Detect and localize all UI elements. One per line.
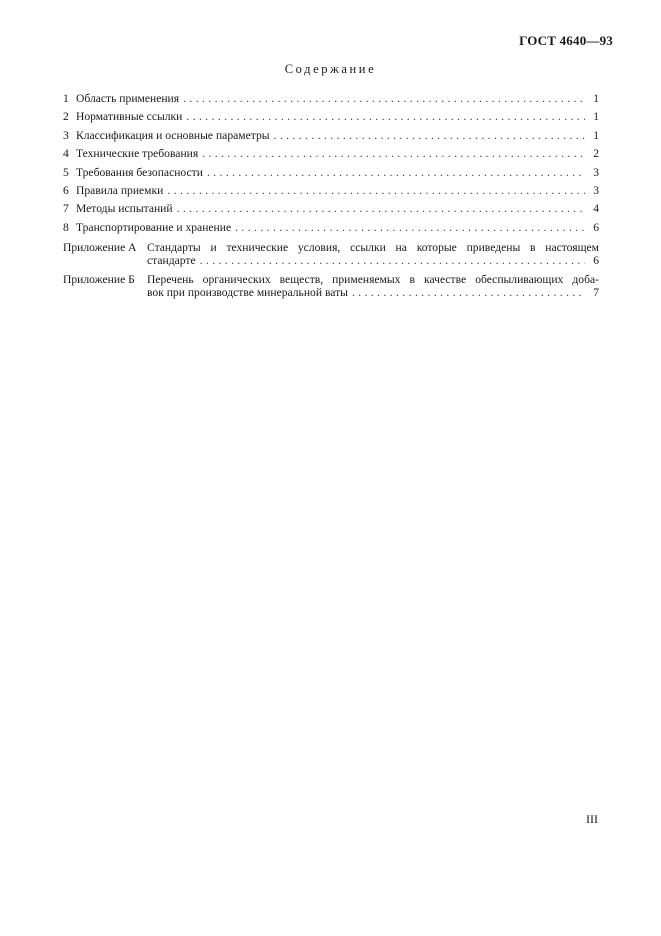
toc-entry[interactable]	[63, 184, 599, 202]
toc-entry[interactable]	[63, 202, 599, 220]
appendix-title-line2: стандарте	[147, 254, 196, 268]
toc-entry-label: 2 Нормативные ссылки	[63, 110, 183, 124]
leader-dots	[352, 286, 585, 299]
toc-entry-label: 1 Область применения	[63, 92, 180, 105]
toc-entry-page: 3	[593, 183, 599, 197]
leader-dots	[207, 166, 585, 179]
toc-entry[interactable]	[63, 92, 599, 110]
toc-appendix-a[interactable]	[63, 241, 599, 268]
document-code: ГОСТ 4640—93	[519, 33, 613, 48]
toc-appendix-b[interactable]	[63, 273, 599, 300]
toc-entry-page: 1	[593, 128, 599, 142]
toc-entry-page: 2	[593, 147, 599, 161]
toc-entry-label: 7 Методы испытаний	[63, 202, 173, 216]
table-of-contents	[63, 92, 599, 305]
toc-entry[interactable]	[63, 129, 599, 147]
toc-entry-label: 4 Технические требования	[63, 147, 199, 161]
leader-dots	[235, 221, 585, 234]
leader-dots	[167, 184, 585, 197]
leader-dots	[186, 110, 585, 123]
appendix-prefix: Приложение А	[63, 241, 137, 255]
leader-dots	[274, 129, 585, 142]
toc-entry-label: 3 Классификация и основные параметры	[63, 128, 270, 142]
appendix-title-line1: Перечень органических веществ, применяемых в качестве обеспыливающих доба-	[147, 273, 599, 287]
toc-entry[interactable]	[63, 221, 599, 239]
toc-entry[interactable]	[63, 110, 599, 128]
toc-entry-page: 1	[593, 110, 599, 124]
appendix-page: 6	[593, 254, 599, 268]
appendix-prefix: Приложение Б	[63, 273, 135, 287]
leader-dots	[202, 147, 585, 160]
leader-dots	[183, 92, 585, 105]
appendix-title-line1: Стандарты и технические условия, ссылки на которые приведены в настоящем	[147, 241, 599, 255]
toc-entry-page: 1	[593, 92, 599, 105]
appendix-page: 7	[593, 286, 599, 300]
toc-entry[interactable]	[63, 166, 599, 184]
leader-dots	[177, 202, 585, 215]
page-number: III	[586, 812, 598, 826]
toc-entry-page: 4	[593, 202, 599, 216]
toc-entry-label: 6 Правила приемки	[63, 183, 164, 197]
toc-entry[interactable]	[63, 147, 599, 165]
toc-title: Содержание	[284, 62, 377, 76]
toc-entry-label: 5 Требования безопасности	[63, 165, 203, 179]
leader-dots	[200, 254, 585, 267]
toc-entry-label: 8 Транспортирование и хранение	[63, 220, 232, 234]
toc-entry-page: 3	[593, 165, 599, 179]
toc-entry-page: 6	[593, 220, 599, 234]
appendix-title-line2: вок при производстве минеральной ваты	[147, 286, 348, 300]
